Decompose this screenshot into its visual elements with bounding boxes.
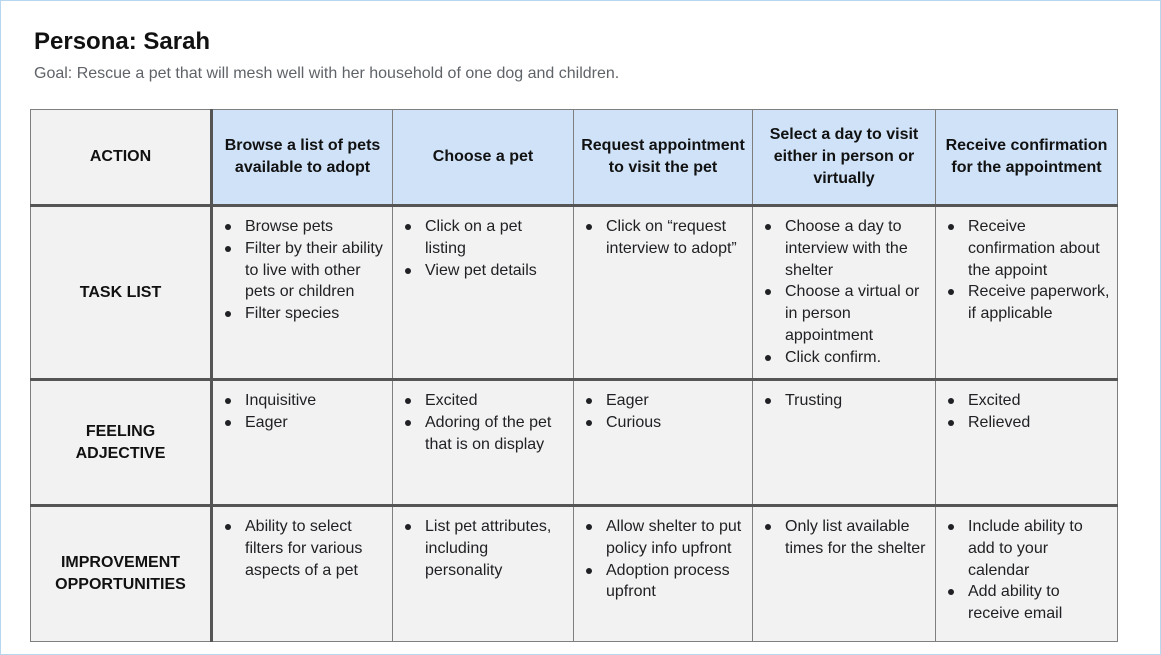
persona-title: Persona: Sarah — [34, 28, 211, 55]
bullet-item: Allow shelter to put policy info upfront — [586, 516, 746, 560]
bullet-list — [936, 207, 1117, 329]
bullet-item: Click confirm. — [765, 347, 929, 369]
row-label-action: ACTION — [31, 110, 212, 206]
feeling-cell — [393, 380, 574, 506]
bullet-item: Eager — [586, 390, 746, 412]
row-label-improvement — [31, 506, 212, 642]
row-label-feeling — [31, 380, 212, 506]
feeling-cell — [936, 380, 1118, 506]
action-header: Browse a list of pets available to adopt — [212, 110, 393, 206]
bullet-item: Adoring of the pet that is on display — [405, 412, 567, 456]
improvement-cell — [936, 506, 1118, 642]
task-list-row — [31, 206, 1118, 380]
bullet-item: View pet details — [405, 260, 567, 282]
bullet-list — [753, 507, 935, 564]
bullet-list — [574, 507, 752, 607]
task-cell — [753, 206, 936, 380]
bullet-list — [393, 381, 573, 459]
bullet-list — [753, 207, 935, 373]
bullet-list — [574, 207, 752, 264]
action-header: Choose a pet — [393, 110, 574, 206]
improvement-cell — [212, 506, 393, 642]
action-header: Request appointment to visit the pet — [574, 110, 753, 206]
action-row — [31, 110, 1118, 206]
row-label-task-list: TASK LIST — [31, 206, 212, 380]
improvement-row — [31, 506, 1118, 642]
bullet-list — [393, 507, 573, 585]
bullet-item: Filter by their ability to live with other pets or children — [225, 238, 386, 303]
bullet-item: Choose a virtual or in person appointment — [765, 281, 929, 346]
bullet-item: Add ability to receive email — [948, 581, 1111, 625]
bullet-list — [213, 507, 392, 585]
task-cell — [212, 206, 393, 380]
bullet-item: Choose a day to interview with the shelter — [765, 216, 929, 281]
row-label-feeling-text: FEELING ADJECTIVE — [75, 422, 166, 462]
feeling-cell — [753, 380, 936, 506]
bullet-item: Inquisitive — [225, 390, 386, 412]
bullet-item: Relieved — [948, 412, 1111, 434]
bullet-list — [936, 381, 1117, 438]
bullet-item: Excited — [405, 390, 567, 412]
bullet-list — [213, 381, 392, 438]
bullet-item: Include ability to add to your calendar — [948, 516, 1111, 581]
task-cell — [393, 206, 574, 380]
bullet-item: Click on “request interview to adopt” — [586, 216, 746, 260]
bullet-item: Adoption process upfront — [586, 560, 746, 604]
bullet-item: Click on a pet listing — [405, 216, 567, 260]
improvement-cell — [753, 506, 936, 642]
improvement-cell — [393, 506, 574, 642]
journey-map-table — [30, 109, 1118, 642]
bullet-item: Ability to select filters for various aspects of a pet — [225, 516, 386, 581]
row-label-improvement-text: IMPROVEMENT OPPORTUNITIES — [55, 554, 186, 593]
bullet-list — [936, 507, 1117, 629]
bullet-list — [574, 381, 752, 438]
bullet-item: List pet attributes, including personality — [405, 516, 567, 581]
task-cell — [574, 206, 753, 380]
bullet-item: Curious — [586, 412, 746, 434]
bullet-item: Excited — [948, 390, 1111, 412]
bullet-item: Only list available times for the shelter — [765, 516, 929, 560]
bullet-list — [393, 207, 573, 285]
bullet-item: Receive paperwork, if applicable — [948, 281, 1111, 325]
bullet-list — [213, 207, 392, 329]
feeling-cell — [574, 380, 753, 506]
bullet-item: Receive confirmation about the appoint — [948, 216, 1111, 281]
feeling-cell — [212, 380, 393, 506]
action-header: Receive confirmation for the appointment — [936, 110, 1118, 206]
improvement-cell — [574, 506, 753, 642]
persona-goal: Goal: Rescue a pet that will mesh well with her household of one dog and children. — [34, 65, 620, 82]
bullet-item: Browse pets — [225, 216, 386, 238]
task-cell — [936, 206, 1118, 380]
bullet-item: Trusting — [765, 390, 929, 412]
action-header: Select a day to visit either in person or virtually — [753, 110, 936, 206]
bullet-item: Filter species — [225, 303, 386, 325]
bullet-item: Eager — [225, 412, 386, 434]
bullet-list — [753, 381, 935, 416]
feeling-row — [31, 380, 1118, 506]
